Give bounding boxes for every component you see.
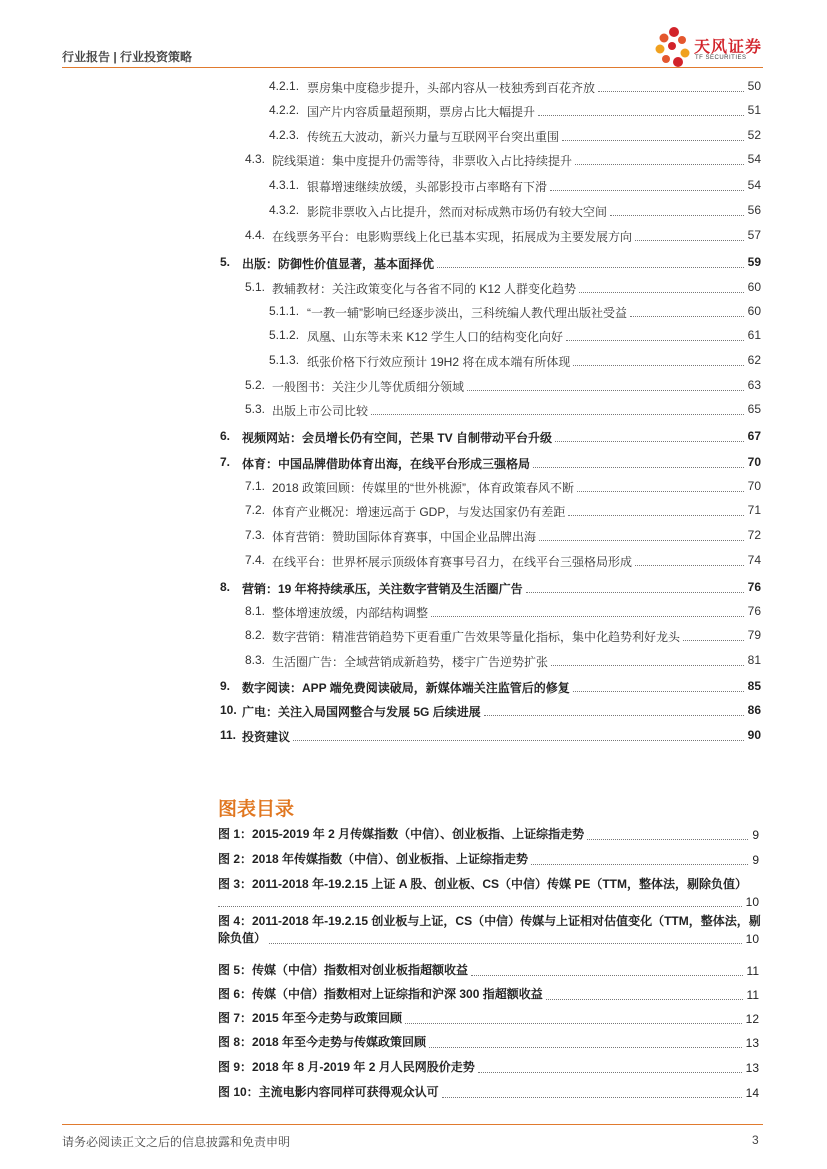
toc-entry-page: 57	[747, 228, 761, 242]
toc-entry[interactable]	[62, 255, 763, 273]
toc-entry-title: 体育产业概况：增速远高于 GDP，与发达国家仍有差距	[272, 505, 566, 519]
toc-entry-number: 8.3.	[245, 653, 266, 667]
toc-entry[interactable]	[62, 679, 763, 697]
toc-entry[interactable]	[62, 653, 763, 671]
toc-leader-dots	[293, 739, 744, 741]
toc-entry-number: 7.2.	[245, 503, 266, 517]
logo-en-text: TF SECURITIES	[695, 55, 747, 61]
toc-entry-page: 59	[747, 255, 761, 269]
figure-entry-page: 10	[745, 932, 759, 946]
toc-entry-number: 4.2.2.	[269, 103, 300, 117]
toc-entry[interactable]	[62, 353, 763, 371]
toc-leader-dots	[575, 163, 744, 165]
toc-entry-number: 6.	[220, 429, 231, 443]
report-category: 行业报告 | 行业投资策略	[62, 50, 193, 64]
figure-entry[interactable]	[218, 962, 763, 979]
toc-entry[interactable]	[62, 479, 763, 497]
toc-leader-dots	[598, 90, 744, 92]
toc-entry[interactable]	[62, 503, 763, 521]
toc-entry-number: 8.2.	[245, 628, 266, 642]
toc-leader-dots	[568, 514, 744, 516]
toc-entry-title: 数字营销：精准营销趋势下更看重广告效果等量化指标，集中化趋势利好龙头	[272, 630, 681, 644]
figure-entry[interactable]	[218, 851, 763, 868]
toc-leader-dots	[566, 339, 744, 341]
toc-entry[interactable]	[62, 604, 763, 622]
toc-entry-page: 86	[747, 703, 761, 717]
toc-leader-dots	[437, 266, 744, 268]
toc-entry-number: 5.1.1.	[269, 304, 300, 318]
figure-entry[interactable]	[218, 913, 763, 947]
toc-entry-page: 74	[747, 553, 761, 567]
toc-entry-page: 70	[747, 479, 761, 493]
figure-entry-page: 10	[745, 895, 759, 909]
toc-leader-dots	[573, 690, 744, 692]
toc-leader-dots	[431, 615, 744, 617]
figure-leader-dots	[442, 1096, 742, 1098]
toc-entry-number: 7.1.	[245, 479, 266, 493]
figure-entry-title: 图 10：主流电影内容同样可获得观众认可	[218, 1085, 439, 1099]
figure-entry-title: 图 1：2015-2019 年 2 月传媒指数（中信）、创业板指、上证综指走势	[218, 827, 585, 841]
figure-entry-page: 11	[746, 964, 759, 978]
toc-entry-title: 出版上市公司比较	[272, 404, 369, 418]
toc-entry-number: 5.1.3.	[269, 353, 300, 367]
toc-leader-dots	[610, 214, 744, 216]
toc-entry-page: 62	[747, 353, 761, 367]
toc-entry[interactable]	[62, 178, 763, 196]
toc-entry-title: 2018 政策回顾：传媒里的“世外桃源”，体育政策春风不断	[272, 481, 575, 495]
toc-entry-title: 数字阅读：APP 端免费阅读破局，新媒体端关注监管后的修复	[242, 681, 570, 695]
toc-entry-title: 传统五大波动，新兴力量与互联网平台突出重围	[307, 130, 560, 144]
toc-entry-number: 4.2.3.	[269, 128, 300, 142]
toc-entry-title: 生活圈广告：全域营销成新趋势，楼宇广告逆势扩张	[272, 655, 549, 669]
toc-leader-dots	[371, 413, 744, 415]
toc-leader-dots	[550, 189, 744, 191]
toc-entry-number: 4.4.	[245, 228, 266, 242]
toc-entry-title: 影院非票收入占比提升，然而对标成熟市场仍有较大空间	[307, 205, 608, 219]
figure-entry-title: 图 4：2011-2018 年-19.2.15 创业板与上证，CS（中信）传媒与上证相对估值变化（TTM，整体法，剔除负值）	[218, 914, 761, 945]
toc-entry[interactable]	[62, 553, 763, 571]
footer-disclaimer: 请务必阅读正文之后的信息披露和免责申明	[62, 1135, 291, 1149]
figure-entry[interactable]	[218, 876, 763, 909]
toc-entry-page: 85	[747, 679, 761, 693]
toc-entry-number: 5.3.	[245, 402, 266, 416]
toc-entry-number: 8.	[220, 580, 231, 594]
figure-entry-page: 13	[745, 1061, 759, 1075]
toc-entry[interactable]	[62, 203, 763, 221]
toc-entry-title: 体育：中国品牌借助体育出海，在线平台形成三强格局	[242, 457, 531, 471]
figure-leader-dots	[405, 1022, 742, 1024]
toc-entry-number: 4.3.1.	[269, 178, 300, 192]
figure-entry-title: 图 8：2018 年至今走势与传媒政策回顾	[218, 1035, 427, 1049]
toc-entry-title: 票房集中度稳步提升，头部内容从一枝独秀到百花齐放	[307, 81, 596, 95]
toc-entry-title: 出版：防御性价值显著，基本面择优	[242, 257, 435, 271]
toc-entry-page: 65	[747, 402, 761, 416]
toc-leader-dots	[635, 564, 744, 566]
toc-entry[interactable]	[62, 580, 763, 598]
header-divider	[62, 67, 763, 68]
toc-leader-dots	[579, 291, 744, 293]
footer-divider	[62, 1124, 763, 1125]
toc-entry-title: 营销：19 年将持续承压，关注数字营销及生活圈广告	[242, 582, 523, 596]
toc-entry-number: 5.1.	[245, 280, 266, 294]
toc-entry-title: 投资建议	[242, 730, 291, 744]
toc-entry-page: 51	[747, 103, 761, 117]
toc-entry[interactable]	[62, 280, 763, 298]
toc-entry-title: 纸张价格下行效应预计 19H2 将在成本端有所体现	[307, 355, 571, 369]
toc-entry[interactable]	[62, 402, 763, 420]
toc-entry-number: 4.3.	[245, 152, 266, 166]
figure-entry-title: 图 3：2011-2018 年-19.2.15 上证 A 股、创业板、CS（中信）传媒 PE（TTM，整体法，剔除负值）	[218, 877, 747, 891]
figure-entry-title: 图 7：2015 年至今走势与政策回顾	[218, 1011, 403, 1025]
toc-leader-dots	[573, 364, 744, 366]
figure-leader-dots	[478, 1071, 742, 1073]
figures-title: 图表目录	[218, 799, 295, 820]
figure-leader-dots	[471, 974, 743, 976]
toc-entry[interactable]	[62, 378, 763, 396]
toc-entry-page: 90	[747, 728, 761, 742]
toc-entry-title: 国产片内容质量超预期，票房占比大幅提升	[307, 105, 536, 119]
toc-entry-page: 76	[747, 580, 761, 594]
figure-leader-dots	[269, 942, 742, 944]
toc-entry-title: 广电：关注入局国网整合与发展 5G 后续进展	[242, 705, 481, 719]
toc-entry[interactable]	[62, 152, 763, 170]
figure-entry-page: 13	[745, 1036, 759, 1050]
toc-entry[interactable]	[62, 455, 763, 473]
toc-leader-dots	[484, 714, 744, 716]
toc-entry-page: 71	[747, 503, 761, 517]
toc-entry-page: 76	[747, 604, 761, 618]
toc-entry-title: 院线渠道：集中度提升仍需等待，非票收入占比持续提升	[272, 154, 573, 168]
toc-entry-number: 10.	[220, 703, 237, 717]
logo-cn-text: 天风证券	[694, 39, 763, 56]
figure-entry-title: 图 2：2018 年传媒指数（中信）、创业板指、上证综指走势	[218, 852, 529, 866]
toc-entry-page: 56	[747, 203, 761, 217]
toc-entry-page: 70	[747, 455, 761, 469]
figure-entry-page: 9	[752, 853, 759, 867]
toc-entry[interactable]	[62, 304, 763, 322]
toc-entry-page: 63	[747, 378, 761, 392]
figure-entry[interactable]	[218, 1084, 763, 1101]
toc-leader-dots	[577, 490, 744, 492]
figure-leader-dots	[546, 998, 743, 1000]
toc-entry-number: 8.1.	[245, 604, 266, 618]
toc-entry-number: 9.	[220, 679, 231, 693]
toc-entry-page: 50	[747, 79, 761, 93]
toc-entry[interactable]	[62, 228, 763, 246]
figure-leader-dots	[531, 863, 748, 865]
toc-leader-dots	[533, 466, 744, 468]
toc-entry-page: 79	[747, 628, 761, 642]
company-logo	[652, 24, 772, 70]
toc-entry-title: 教辅教材：关注政策变化与各省不同的 K12 人群变化趋势	[272, 282, 577, 296]
toc-entry-page: 67	[747, 429, 761, 443]
figure-entry[interactable]	[218, 1034, 763, 1051]
toc-entry-title: 视频网站：会员增长仍有空间，芒果 TV 自制带动平台升级	[242, 431, 553, 445]
toc-entry-title: 体育营销：赞助国际体育赛事，中国企业品牌出海	[272, 530, 537, 544]
toc-entry-title: 一般图书：关注少儿等优质细分领域	[272, 380, 465, 394]
toc-entry[interactable]	[62, 328, 763, 346]
toc-entry[interactable]	[62, 728, 763, 746]
figure-entry-page: 9	[752, 828, 759, 842]
toc-entry-page: 60	[747, 280, 761, 294]
toc-leader-dots	[555, 440, 744, 442]
toc-entry[interactable]	[62, 528, 763, 546]
toc-leader-dots	[635, 239, 744, 241]
toc-leader-dots	[683, 639, 744, 641]
toc-leader-dots	[551, 664, 744, 666]
figure-entry-page: 12	[745, 1012, 759, 1026]
figure-leader-dots	[218, 905, 742, 907]
toc-leader-dots	[562, 139, 744, 141]
toc-entry-title: 在线票务平台：电影购票线上化已基本实现，拓展成为主要发展方向	[272, 230, 633, 244]
toc-leader-dots	[526, 591, 744, 593]
figure-entry[interactable]	[218, 986, 763, 1003]
toc-leader-dots	[630, 315, 744, 317]
figure-leader-dots	[429, 1046, 742, 1048]
figure-entry-title: 图 5：传媒（中信）指数相对创业板指超额收益	[218, 963, 469, 977]
toc-entry-number: 5.1.2.	[269, 328, 300, 342]
figure-entry[interactable]	[218, 1010, 763, 1027]
figure-entry[interactable]	[218, 826, 763, 843]
toc-entry-title: “一教一辅”影响已经逐步淡出，三科统编人教代理出版社受益	[307, 306, 627, 320]
toc-entry-number: 5.2.	[245, 378, 266, 392]
figure-entry-page: 11	[746, 988, 759, 1002]
toc-leader-dots	[467, 389, 744, 391]
toc-entry-title: 凤凰、山东等未来 K12 学生人口的结构变化向好	[307, 330, 564, 344]
toc-entry-title: 银幕增速继续放缓，头部影投市占率略有下滑	[307, 180, 548, 194]
toc-entry-title: 在线平台：世界杯展示顶级体育赛事号召力，在线平台三强格局形成	[272, 555, 633, 569]
toc-entry-number: 7.	[220, 455, 231, 469]
toc-entry-number: 11.	[220, 728, 237, 742]
toc-entry-number: 4.2.1.	[269, 79, 300, 93]
toc-entry-page: 54	[747, 178, 761, 192]
toc-entry-page: 54	[747, 152, 761, 166]
figure-entry[interactable]	[218, 1059, 763, 1076]
toc-entry-number: 4.3.2.	[269, 203, 300, 217]
figure-entry-title: 图 9：2018 年 8 月-2019 年 2 月人民网股价走势	[218, 1060, 475, 1074]
toc-entry[interactable]	[62, 79, 763, 97]
toc-entry[interactable]	[62, 628, 763, 646]
toc-entry[interactable]	[62, 429, 763, 447]
toc-entry-page: 61	[747, 328, 761, 342]
toc-entry-page: 60	[747, 304, 761, 318]
toc-entry-number: 5.	[220, 255, 231, 269]
figure-entry-title: 图 6：传媒（中信）指数相对上证综指和沪深 300 指超额收益	[218, 987, 543, 1001]
toc-entry[interactable]	[62, 703, 763, 721]
toc-entry[interactable]	[62, 103, 763, 121]
toc-entry-title: 整体增速放缓，内部结构调整	[272, 606, 429, 620]
toc-entry-page: 52	[747, 128, 761, 142]
toc-entry[interactable]	[62, 128, 763, 146]
toc-entry-number: 7.4.	[245, 553, 266, 567]
figure-entry-page: 14	[745, 1086, 759, 1100]
toc-entry-number: 7.3.	[245, 528, 266, 542]
logo-mark-icon	[652, 24, 692, 70]
toc-entry-page: 81	[747, 653, 761, 667]
figure-leader-dots	[587, 838, 748, 840]
toc-entry-page: 72	[747, 528, 761, 542]
toc-leader-dots	[538, 114, 744, 116]
page-number: 3	[752, 1133, 759, 1147]
toc-leader-dots	[539, 539, 744, 541]
